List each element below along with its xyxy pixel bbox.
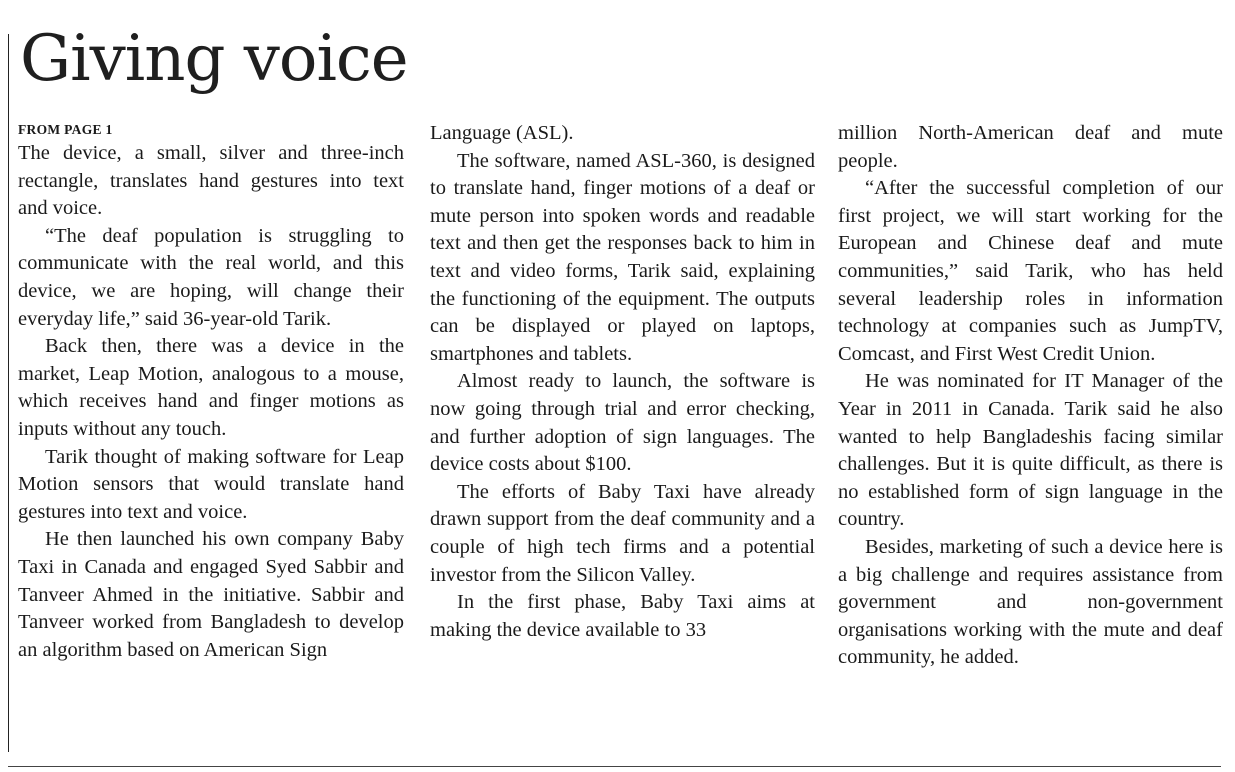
paragraph: Tarik thought of making software for Leap Motion sensors that would translate hand gestures into text and voice. [18, 445, 404, 523]
article-column-3 [838, 120, 1223, 672]
paragraph: Almost ready to launch, the software is now going through trial and error checking, and further adoption of sign languages. The device costs about $100. [430, 370, 815, 476]
paragraph: Back then, there was a device in the market, Leap Motion, analogous to a mouse, which receives hand and finger motions as inputs without any touch. [18, 335, 404, 440]
kicker-from-page-1: FROM PAGE 1 [18, 122, 113, 137]
headline: Giving voice [20, 22, 408, 96]
paragraph: In the first phase, Baby Taxi aims at making the device available to 33 [430, 591, 815, 641]
paragraph: The efforts of Baby Taxi have already drawn support from the deaf community and a couple of high tech firms and a potential investor from the Silicon Valley. [430, 480, 815, 586]
paragraph: “The deaf population is struggling to communicate with the real world, and this device, we are hoping, will change their everyday life,” said 36-year-old Tarik. [18, 224, 404, 330]
bottom-rule [8, 766, 1221, 767]
paragraph: Besides, marketing of such a device here is a big challenge and requires assistance from government and non-government organisations working with the mute and deaf community, he added. [838, 535, 1223, 669]
paragraph-continued: Language (ASL). [430, 122, 574, 144]
article-column-1 [18, 120, 404, 664]
paragraph: The device, a small, silver and three-inch rectangle, translates hand gestures into text and voice. [18, 142, 404, 220]
left-column-rule [8, 34, 9, 752]
paragraph: “After the successful completion of our first project, we will start working for the European and Chinese deaf and mute communities,” said Tarik, who has held several leadership roles in information technology at companies such as JumpTV, Comcast, and First West Credit Union. [838, 177, 1223, 365]
paragraph: He was nominated for IT Manager of the Year in 2011 in Canada. Tarik said he also wanted to help Bangladeshis facing similar challenges. But it is quite difficult, as there is no established form of sign language in the country. [838, 370, 1223, 531]
paragraph: He then launched his own company Baby Taxi in Canada and engaged Syed Sabbir and Tanveer Ahmed in the initiative. Sabbir and Tanveer worked from Bangladesh to develop an algorithm based on American Sign [18, 528, 404, 661]
paragraph-continued: million North-American deaf and mute people. [838, 122, 1223, 172]
article-column-2 [430, 120, 815, 644]
paragraph: The software, named ASL-360, is designed to translate hand, finger motions of a deaf or mute person into spoken words and readable text and then get the responses back to him in text and video forms, Tarik said, explaining the functioning of the equipment. The outputs can be displayed or played on laptops, smartphones and tablets. [430, 149, 815, 365]
